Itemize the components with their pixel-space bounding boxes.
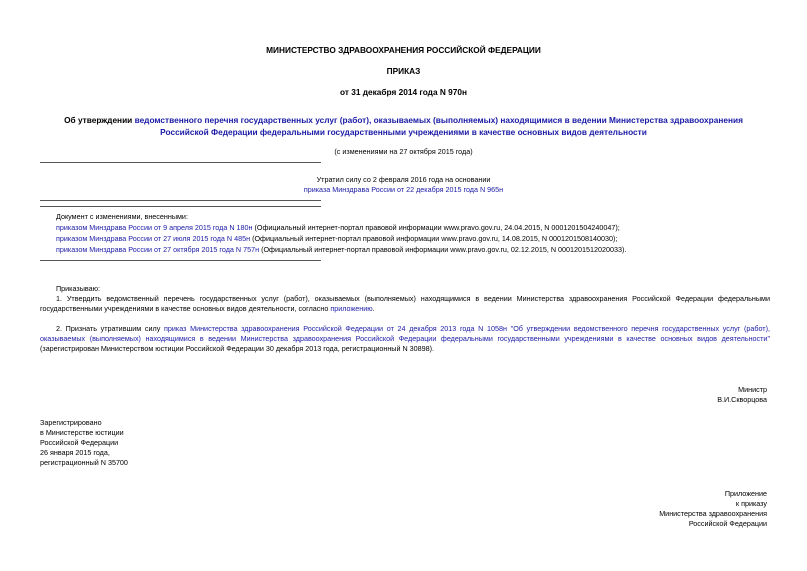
appendix-line: Министерства здравоохранения xyxy=(659,509,767,518)
signature-name: В.И.Скворцова xyxy=(717,395,767,404)
divider xyxy=(40,162,321,163)
order-intro: Приказываю: xyxy=(56,284,100,293)
appendix-line: Российской Федерации xyxy=(688,519,767,528)
paragraph-end: . xyxy=(372,304,375,313)
doc-type-heading: ПРИКАЗ xyxy=(386,66,421,76)
amendment-link[interactable]: приказом Минздрава России от 27 октября 2015 года N 757н xyxy=(56,245,260,254)
appendix-line: Приложение xyxy=(724,489,767,498)
divider xyxy=(40,260,321,261)
amendment-link[interactable]: приказом Минздрава России от 27 июля 2015 года N 485н xyxy=(56,234,251,243)
registration-line: Зарегистрировано xyxy=(40,418,102,427)
signature-position: Министр xyxy=(738,385,767,394)
divider xyxy=(40,206,321,207)
list-item xyxy=(56,223,620,232)
paragraph-text: 2. Признать утратившим силу xyxy=(56,324,164,333)
document-title xyxy=(40,114,767,138)
amendment-link[interactable]: приказом Минздрава России от 9 апреля 2015 года N 180н xyxy=(56,223,253,232)
amendment-source: (Официальный интернет-портал правовой информации www.pravo.gov.ru, 24.04.2015, N 0001201504240047); xyxy=(252,223,620,232)
registration-line: в Министерстве юстиции xyxy=(40,428,124,437)
paragraph-end: (зарегистрирован Министерством юстиции Российской Федерации 30 декабря 2013 года, регистрационный N 30898). xyxy=(40,344,435,353)
list-item xyxy=(56,245,626,254)
registration-line: 26 января 2015 года, xyxy=(40,448,110,457)
appendix-link[interactable]: приложению xyxy=(330,304,373,313)
paragraph-text: 1. Утвердить ведомственный перечень государственных услуг (работ), оказываемых (выполняемых) находящимися в ведении Министерства здравоохранения Российской Федерации федеральными государственными учреждениями в качестве основных видов деятельности, согласно xyxy=(40,294,770,313)
expired-note: Утратил силу со 2 февраля 2016 года на основании xyxy=(316,175,491,184)
title-prefix: Об утверждении xyxy=(64,115,135,125)
expired-link[interactable]: приказа Минздрава России от 22 декабря 2015 года N 965н xyxy=(303,185,504,194)
repealed-order-link[interactable]: приказ Министерства здравоохранения Российской Федерации от 24 декабря 2013 года N 1058н "Об утверждении ведомственного перечня государственных услуг (работ), оказываемых (выполняемых) находящимися в ведении Министерства здравоохранения Российской Федерации федеральными государственными учреждениями в качестве основных видов деятельности" xyxy=(40,324,770,343)
amendment-source: (Официальный интернет-портал правовой информации www.pravo.gov.ru, 14.08.2015, N 0001201508140030); xyxy=(250,234,618,243)
appendix-line: к приказу xyxy=(735,499,767,508)
amendment-source: (Официальный интернет-портал правовой информации www.pravo.gov.ru, 02.12.2015, N 0001201512020033). xyxy=(259,245,627,254)
doc-date-number: от 31 декабря 2014 года N 970н xyxy=(339,87,468,97)
registration-line: регистрационный N 35700 xyxy=(40,458,128,467)
list-item xyxy=(56,234,617,243)
appendix-block xyxy=(659,489,767,529)
registration-line: Российской Федерации xyxy=(40,438,119,447)
registration-block xyxy=(40,418,128,468)
title-link[interactable]: ведомственного перечня государственных услуг (работ), оказываемых (выполняемых) находящимися в ведении Министерства здравоохранения Российской Федерации федеральными государственными учреждениями в качестве основных видов деятельности xyxy=(134,115,743,137)
ministry-heading: МИНИСТЕРСТВО ЗДРАВООХРАНЕНИЯ РОССИЙСКОЙ ФЕДЕРАЦИИ xyxy=(266,45,541,55)
changes-heading: Документ с изменениями, внесенными: xyxy=(56,212,188,221)
revision-note: (с изменениями на 27 октября 2015 года) xyxy=(334,147,473,156)
order-paragraph-2 xyxy=(40,324,770,354)
divider xyxy=(40,200,321,201)
order-paragraph-1 xyxy=(40,294,770,314)
